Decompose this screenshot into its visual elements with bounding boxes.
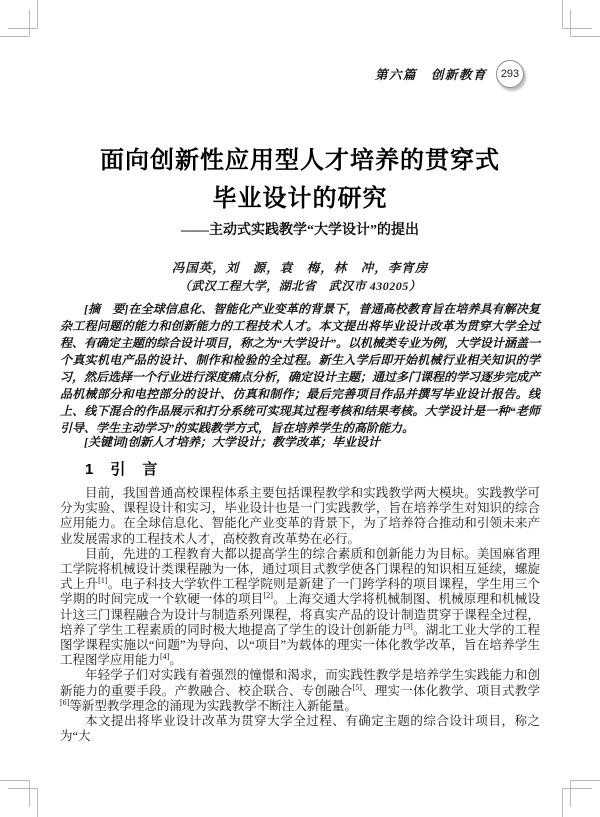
section-1-heading: 1 引 言	[85, 461, 159, 478]
abstract-label: [摘 要]	[84, 302, 129, 316]
keywords-label: [关键词]	[84, 435, 128, 449]
keywords-paragraph	[60, 434, 540, 451]
paper-title-line2: 毕业设计的研究	[212, 185, 388, 212]
author-affiliation: （武汉工程大学，湖北省 武汉市 430205）	[178, 279, 422, 293]
body-paragraph: 本文提出将毕业设计改革为贯穿大学全过程、有确定主题的综合设计项目，称之为“大	[60, 714, 540, 744]
paper-title-line1: 面向创新性应用型人才培养的贯穿式	[100, 147, 500, 174]
abstract-text: 在全球信息化、智能化产业变革的背景下，普通高校教育旨在培养具有解决复杂工程问题的能力和创新能力的工程技术人才。本文提出将毕业设计改革为贯穿大学全过程、有确定主题的综合设计项目，称之为“大学设计”。以机械类专业为例，大学设计涵盖一个真实机电产品的设计、制作和检验的全过程。新生入学后即开始机械行业相关知识的学习，然后选择一个行业进行深度痛点分析，确定设计主题；通过多门课程的学习逐步完成产品机械部分和电控部分的设计、仿真和制作；最后完善项目作品并撰写毕业设计报告。线上、线下混合的作品展示和打分系统可实现其过程考核和结果考核。大学设计是一种“老师引导、学生主动学习”的实践教学方式，旨在培养学生的高阶能力。	[60, 302, 541, 435]
page-header	[0, 59, 524, 89]
paper-subtitle: ——主动式实践教学“大学设计”的提出	[181, 223, 419, 238]
body-paragraph: 年轻学子们对实践有着强烈的憧憬和渴求，而实践性教学是培养学生实践能力和创新能力的重要手段。产教融合、校企联合、专创融合[5]、理实一体化教学、项目式教学[6]等新型教学理念的涌现为实践教学不断注入新能量。	[60, 668, 540, 713]
paper-title	[0, 142, 600, 218]
page-number: 293	[500, 68, 520, 80]
body-paragraph: 目前，先进的工程教育大都以提高学生的综合素质和创新能力为目标。美国麻省理工学院将机械设计类课程融为一体，通过项目式教学使各门课程的知识相互延续，螺旋式上升[1]。电子科技大学软件工程学院则是新建了一门跨学科的项目课程，学生用三个学期的时间完成一个软硬一体的项目[2]。上海交通大学将机械制图、机械原理和机械设计这三门课程融合为设计与制造系列课程，将真实产品的设计制造贯穿于课程全过程，培养了学生工程素质的同时极大地提高了学生的设计创新能力[3]。湖北工业大学的工程图学课程实施以“问题”为导向、以“项目”为载体的理实一体化教学改革，旨在培养学生工程图学应用能力[4]。	[60, 546, 540, 668]
section-1-body	[60, 486, 540, 744]
abstract-paragraph	[60, 301, 540, 437]
body-paragraph: 目前，我国普通高校课程体系主要包括课程教学和实践教学两大模块。实践教学可分为实验、课程设计和实习，毕业设计也是一门实践教学，旨在培养学生对知识的综合应用能力。在全球信息化、智能化产业变革的背景下，为了培养符合推动和引领未来产业发展需求的工程技术人才，高校教育改革势在必行。	[60, 486, 540, 546]
page-number-badge	[496, 60, 524, 88]
author-list: 冯国英，刘 源，袁 梅，林 冲，李宵房	[171, 261, 429, 275]
keywords-text: 创新人才培养；大学设计；教学改革；毕业设计	[128, 435, 381, 449]
header-section-label: 第六篇 创新教育	[374, 68, 487, 82]
